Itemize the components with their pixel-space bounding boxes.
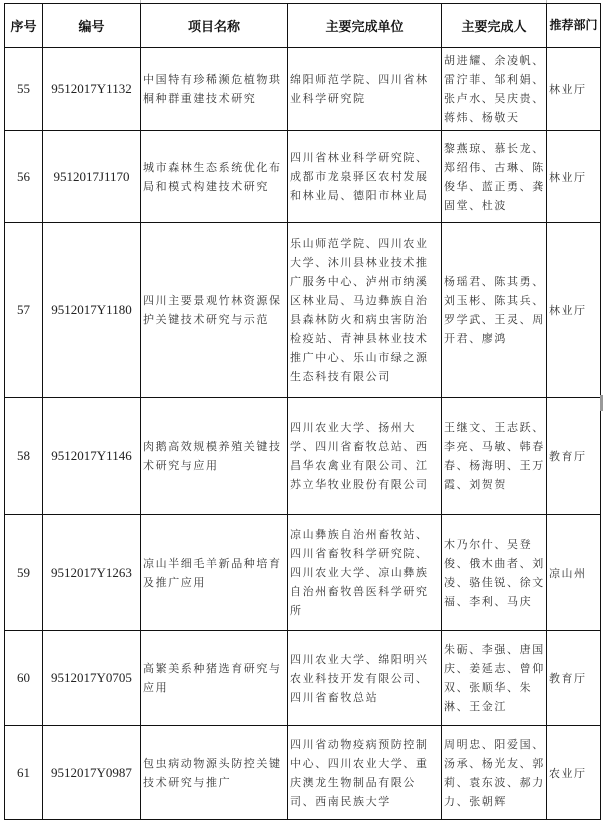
table-row [5,223,601,398]
cell-code: 9512017Y0705 [43,631,141,726]
cell-dept: 林业厅 [547,131,601,223]
cell-dept: 教育厅 [547,398,601,515]
table-row [5,398,601,515]
cell-people: 杨瑶君、陈其勇、刘玉彬、陈其兵、罗学武、王灵、周开君、廖鸿 [442,223,547,398]
cell-dept: 农业厅 [547,726,601,820]
cell-people: 朱砺、李强、唐国庆、姜延志、曾仰双、张顺华、朱淋、王金江 [442,631,547,726]
header-code: 编号 [43,4,141,48]
cell-people: 木乃尔什、吴登俊、俄木曲者、刘凌、骆佳锐、徐文福、李利、马庆 [442,515,547,631]
header-dept: 推荐部门 [547,4,601,48]
header-units: 主要完成单位 [288,4,442,48]
cell-project: 四川主要景观竹林资源保护关键技术研究与示范 [141,223,288,398]
cell-dept: 林业厅 [547,48,601,131]
cell-people: 王继文、王志跃、李亮、马敏、韩春春、杨海明、王万霞、刘贺贺 [442,398,547,515]
cell-units: 绵阳师范学院、四川省林业科学研究院 [288,48,442,131]
table-row [5,48,601,131]
table-row [5,726,601,820]
table-header-row [5,4,601,48]
cell-seq: 56 [5,131,43,223]
cell-project: 包虫病动物源头防控关键技术研究与推广 [141,726,288,820]
cell-project: 肉鹅高效规模养殖关键技术研究与应用 [141,398,288,515]
cell-project: 凉山半细毛羊新品种培育及推广应用 [141,515,288,631]
cell-units: 乐山师范学院、四川农业大学、沐川县林业技术推广服务中心、泸州市纳溪区林业局、马边彝族自治县森林防火和病虫害防治检疫站、青神县林业技术推广中心、乐山市绿之源生态科技有限公司 [288,223,442,398]
cell-units: 凉山彝族自治州畜牧站、四川省畜牧科学研究院、四川农业大学、凉山彝族自治州畜牧兽医科学研究所 [288,515,442,631]
cell-seq: 59 [5,515,43,631]
cell-units: 四川农业大学、扬州大学、四川省畜牧总站、西昌华农禽业有限公司、江苏立华牧业股份有限公司 [288,398,442,515]
cell-people: 周明忠、阳爱国、汤承、杨光友、郭莉、袁东波、郝力力、张朝辉 [442,726,547,820]
cell-units: 四川农业大学、绵阳明兴农业科技开发有限公司、四川省畜牧总站 [288,631,442,726]
cell-dept: 教育厅 [547,631,601,726]
cell-project: 中国特有珍稀濒危植物珙桐种群重建技术研究 [141,48,288,131]
cell-people: 黎燕琼、慕长龙、郑绍伟、古琳、陈俊华、蓝正勇、龚固堂、杜波 [442,131,547,223]
cell-project: 高繁美系种猪选育研究与应用 [141,631,288,726]
cell-code: 9512017Y1146 [43,398,141,515]
cell-code: 9512017Y1263 [43,515,141,631]
cell-code: 9512017J1170 [43,131,141,223]
cell-code: 9512017Y0987 [43,726,141,820]
cell-code: 9512017Y1132 [43,48,141,131]
cell-units: 四川省林业科学研究院、成都市龙泉驿区农村发展和林业局、德阳市林业局 [288,131,442,223]
header-people: 主要完成人 [442,4,547,48]
cell-seq: 58 [5,398,43,515]
cell-units: 四川省动物疫病预防控制中心、四川农业大学、重庆澳龙生物制品有限公司、西南民族大学 [288,726,442,820]
cell-project: 城市森林生态系统优化布局和模式构建技术研究 [141,131,288,223]
cell-people: 胡进耀、余凌帆、雷泞菲、邹利娟、张卢水、吴庆贵、蒋炜、杨敬天 [442,48,547,131]
cell-code: 9512017Y1180 [43,223,141,398]
cell-seq: 61 [5,726,43,820]
header-seq: 序号 [5,4,43,48]
header-project: 项目名称 [141,4,288,48]
table-row [5,131,601,223]
award-projects-table [4,3,601,820]
table-row [5,631,601,726]
cell-dept: 林业厅 [547,223,601,398]
cell-seq: 57 [5,223,43,398]
cell-seq: 60 [5,631,43,726]
table-row [5,515,601,631]
cell-seq: 55 [5,48,43,131]
cell-dept: 凉山州 [547,515,601,631]
